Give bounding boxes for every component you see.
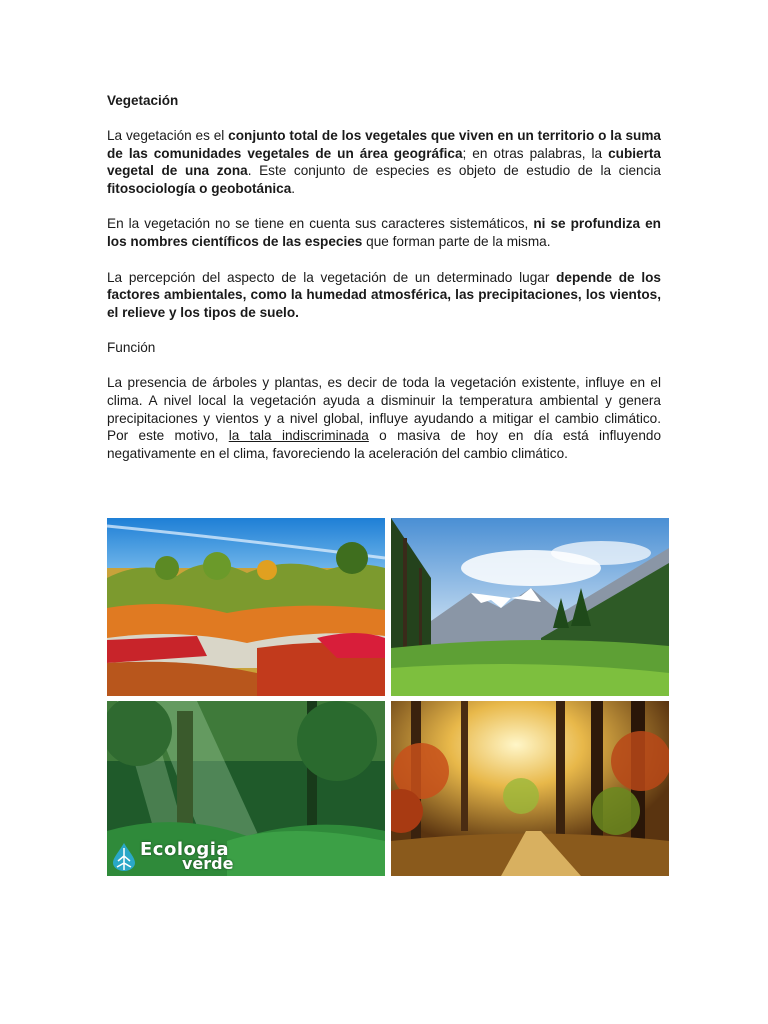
photo-autumn-forest-path xyxy=(391,701,669,876)
water-drop-icon xyxy=(111,842,137,872)
logo-text-verde: verde xyxy=(182,854,234,873)
text-run: . xyxy=(291,180,296,196)
paragraph-definition xyxy=(107,127,661,197)
paragraph-systematics xyxy=(107,215,661,250)
text-run: o masiva de hoy en día está influyendo negativamente en el clima, favoreciendo la aceleración del cambio climático. xyxy=(107,428,662,461)
paragraph-perception xyxy=(107,269,661,322)
photo-mountain-valley xyxy=(391,518,669,696)
bold-run: cubierta vegetal de una zona xyxy=(107,145,661,179)
section-heading-funcion: Función xyxy=(107,340,156,356)
bold-run: conjunto total de los vegetales que viven en un territorio o la suma de las comunidades vegetales de un área geográfica xyxy=(107,128,661,161)
text-run: La percepción del aspecto de la vegetación de un determinado lugar xyxy=(107,269,557,285)
photo-misty-jungle xyxy=(107,701,385,876)
document-title: Vegetación xyxy=(107,93,179,108)
text-run: ; en otras palabras, la xyxy=(462,145,609,161)
ecologia-verde-logo xyxy=(111,839,234,873)
bold-run: fitosociología o geobotánica xyxy=(107,180,292,196)
document-body xyxy=(107,92,661,480)
bold-run: depende de los factores ambientales, como la humedad atmosférica, las precipitaciones, los vientos, el relieve y los tipos de suelo. xyxy=(107,269,661,320)
paragraph-function xyxy=(107,374,661,462)
logo-text-ecologia: Ecologia xyxy=(140,839,230,860)
text-run: La vegetación es el xyxy=(107,128,229,143)
text-run: . Este conjunto de especies es objeto de estudio de la ciencia xyxy=(247,163,661,179)
text-run: En la vegetación no se tiene en cuenta sus caracteres sistemáticos, xyxy=(107,216,534,232)
bold-run: ni se profundiza en los nombres científicos de las especies xyxy=(107,216,661,249)
text-run: que forman parte de la misma. xyxy=(362,233,551,249)
photo-autumn-tundra xyxy=(107,518,385,696)
underlined-run: la tala indiscriminada xyxy=(228,428,369,444)
photo-collage xyxy=(107,518,669,876)
text-run: La presencia de árboles y plantas, es decir de toda la vegetación existente, influye en el clima. A nivel local la vegetación ayuda a disminuir la temperatura ambiental y genera precipitaciones y vientos y a nivel global, influye ayudando a mitigar el cambio climático. Por este motivo, xyxy=(107,375,661,444)
